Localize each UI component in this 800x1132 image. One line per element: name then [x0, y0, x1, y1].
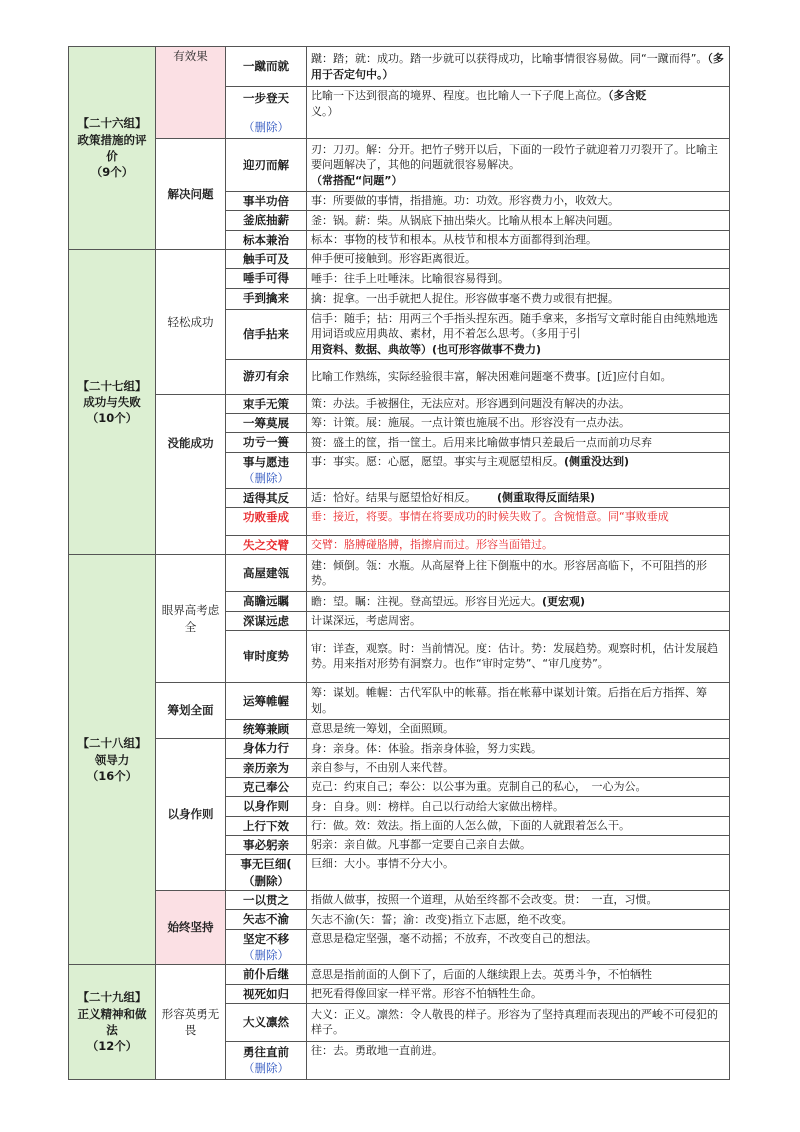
definition-cell: 躬亲：亲自做。凡事都一定要自己亲自去做。	[307, 835, 730, 854]
idiom-cell: 束手无策	[226, 394, 307, 413]
group-name: 政策措施的评价	[77, 132, 147, 163]
idiom-cell: 失之交臂	[226, 535, 307, 554]
definition-cell: 克己：约束自己；奉公：以公事为重。克制自己的私心， 一心为公。	[307, 777, 730, 796]
definition-cell: 事：所要做的事情，指措施。功：功效。形容费力小，收效大。	[307, 192, 730, 211]
group-title: 【二十八组】	[77, 736, 147, 751]
idiom-cell: 游刃有余	[226, 359, 307, 394]
definition-cell	[307, 139, 730, 192]
idiom-cell: 釜底抽薪	[226, 211, 307, 230]
usage-note: 用资料、数据、典故等）(也可形容做事不费力)	[311, 342, 542, 356]
idiom-cell: 功败垂成	[226, 507, 307, 535]
definition-text: 比喻一下达到很高的境界、程度。也比喻人一下子爬上高位。	[311, 89, 608, 102]
definition-text-cont: （多用于引	[531, 327, 581, 341]
definition-cell: 亲自参与，不由别人来代替。	[307, 758, 730, 777]
table-row	[69, 249, 730, 268]
idiom-text: 坚定不移	[243, 931, 289, 946]
group-count: （9个）	[90, 165, 134, 180]
group-count: （16个）	[86, 768, 138, 783]
subgroup-cell: 没能成功	[156, 394, 226, 555]
idiom-cell	[226, 855, 307, 891]
definition-cell: 计谋深远，考虑周密。	[307, 611, 730, 630]
idiom-cell: 高瞻远瞩	[226, 592, 307, 611]
definition-cell: 意思是稳定坚强，毫不动摇；不放弃，不改变自己的想法。	[307, 929, 730, 965]
idiom-text: 勇往直前	[243, 1045, 289, 1060]
group-name: 成功与失败	[83, 394, 141, 409]
group-cell	[69, 47, 156, 250]
definition-cell: 建：倾倒。瓴：水瓶。从高屋脊上往下倒瓶中的水。形容居高临下，不可阻挡的形势。	[307, 555, 730, 592]
definition-cell: 身：亲身。体：体验。指亲身体验，努力实践。	[307, 739, 730, 758]
definition-cell: 意思是指前面的人倒下了，后面的人继续跟上去。英勇斗争，不怕牺牲	[307, 965, 730, 984]
idiom-cell: 一以贯之	[226, 890, 307, 909]
idiom-cell: 迎刃而解	[226, 139, 307, 192]
definition-cell: 巨细：大小。事情不分大小。	[307, 855, 730, 891]
group-count: （10个）	[86, 411, 138, 426]
subgroup-cell: 筹划全面	[156, 682, 226, 738]
definition-cell	[307, 309, 730, 359]
idiom-cell	[226, 929, 307, 965]
group-cell	[69, 555, 156, 965]
table-row	[69, 139, 730, 192]
definition-cell	[307, 87, 730, 139]
group-name: 正义精神和做法	[77, 1006, 147, 1038]
definition-text: 信手：随手；拈：用两三个手指头捏东西。随手拿来，多指写文章时能自由纯熟地选用词语或应用典故、素材，用不着怎么思考。	[311, 311, 718, 341]
idiom-cell: 审时度势	[226, 630, 307, 682]
idiom-cell: 唾手可得	[226, 269, 307, 288]
delete-label: （删除）	[243, 471, 289, 486]
definition-cell: 把死看得像回家一样平常。形容不怕牺牲生命。	[307, 984, 730, 1003]
delete-label: （删除）	[243, 947, 289, 962]
definition-cell: 身：自身。则：榜样。自己以行动给大家做出榜样。	[307, 797, 730, 816]
definition-cell	[307, 488, 730, 507]
usage-note: （常搭配“问题”）	[311, 173, 403, 187]
usage-note: (侧重没达到)	[564, 454, 630, 468]
definition-text-cont: 义。）	[311, 104, 339, 118]
table-row	[69, 890, 730, 909]
definition-cell	[307, 592, 730, 611]
definition-cell: 矢志不渝(矢：誓；渝：改变)指立下志愿，绝不改变。	[307, 910, 730, 929]
definition-cell: 往：去。勇敢地一直前进。	[307, 1041, 730, 1079]
idiom-cell: 大义凛然	[226, 1003, 307, 1041]
idiom-cell	[226, 87, 307, 139]
definition-cell: 指做人做事，按照一个道理，从始至终都不会改变。贯： 一直，习惯。	[307, 890, 730, 909]
idiom-cell: 手到擒来	[226, 288, 307, 309]
definition-cell: 交臂：胳膊碰胳膊，指擦肩而过。形容当面错过。	[307, 535, 730, 554]
definition-cell: 比喻工作熟练，实际经验很丰富，解决困难问题毫不费事。[近]应付自如。	[307, 359, 730, 394]
definition-cell	[307, 452, 730, 488]
idiom-cell	[226, 452, 307, 488]
group-cell	[69, 249, 156, 554]
idiom-cell: 身体力行	[226, 739, 307, 758]
definition-cell: 篑：盛土的筐，指一筐土。后用来比喻做事情只差最后一点而前功尽弃	[307, 433, 730, 452]
idiom-cell: 视死如归	[226, 984, 307, 1003]
definition-text: 适：恰好。结果与愿望恰好相反。	[311, 490, 476, 504]
definition-cell: 伸手便可接触到。形容距离很近。	[307, 249, 730, 268]
subgroup-cell: 眼界高考虑全	[156, 555, 226, 683]
definition-cell: 意思是统一筹划，全面照顾。	[307, 719, 730, 738]
table-row	[69, 555, 730, 592]
definition-cell: 筹：谋划。帷幄：古代军队中的帐幕。指在帐幕中谋划计策。后指在后方指挥、筹划。	[307, 682, 730, 719]
definition-cell: 策：办法。手被捆住，无法应对。形容遇到问题没有解决的办法。	[307, 394, 730, 413]
delete-label: （删除）	[243, 119, 289, 134]
definition-cell: 垂：接近，将要。事情在将要成功的时候失败了。含惋惜意。同“事败垂成	[307, 507, 730, 535]
definition-text: 事：事实。愿：心愿，愿望。事实与主观愿望相反。	[311, 454, 564, 468]
definition-cell: 审：详查，观察。时：当前情况。度：估计。势：发展趋势。观察时机，估计发展趋势。用来指对形势有洞察力。也作“审时定势”、“审几度势”。	[307, 630, 730, 682]
delete-label-black: （删除）	[243, 873, 289, 888]
group-cell	[69, 965, 156, 1080]
definition-cell: 釜：锅。薪：柴。从锅底下抽出柴火。比喻从根本上解决问题。	[307, 211, 730, 230]
idiom-text: 一步登天	[243, 91, 289, 106]
definition-cell: 唾手：往手上吐唾沫。比喻很容易得到。	[307, 269, 730, 288]
table-row	[69, 394, 730, 413]
idiom-cell: 一筹莫展	[226, 413, 307, 432]
subgroup-cell: 解决问题	[156, 139, 226, 250]
usage-note: (侧重取得反面结果)	[496, 490, 596, 504]
group-title: 【二十六组】	[77, 116, 147, 131]
definition-text: 瞻：望。瞩：注视。登高望远。形容目光远大。	[311, 594, 542, 608]
table-row	[69, 739, 730, 758]
idiom-text: 事与愿违	[243, 454, 289, 469]
delete-label: （删除）	[243, 1061, 289, 1076]
usage-note: (更宏观)	[542, 594, 586, 608]
definition-cell: 筹：计策。展：施展。一点计策也施展不出。形容没有一点办法。	[307, 413, 730, 432]
definition-cell: 大义：正义。凛然：令人敬畏的样子。形容为了坚持真理而表现出的严峻不可侵犯的样子。	[307, 1003, 730, 1041]
table-row	[69, 965, 730, 984]
idiom-cell	[226, 1041, 307, 1079]
subgroup-cell: 形容英勇无畏	[156, 965, 226, 1080]
idiom-cell: 功亏一篑	[226, 433, 307, 452]
idiom-cell: 高屋建瓴	[226, 555, 307, 592]
subgroup-cell: 以身作则	[156, 739, 226, 891]
table-row	[69, 682, 730, 719]
subgroup-cell: 始终坚持	[156, 890, 226, 964]
definition-cell: 擒：捉拿。一出手就把人捉住。形容做事毫不费力或很有把握。	[307, 288, 730, 309]
idiom-cell: 触手可及	[226, 249, 307, 268]
idiom-text: 事无巨细(	[240, 857, 292, 872]
idiom-cell: 标本兼治	[226, 230, 307, 249]
table-row	[69, 47, 730, 87]
idiom-cell: 事半功倍	[226, 192, 307, 211]
idiom-cell: 适得其反	[226, 488, 307, 507]
definition-cell	[307, 47, 730, 87]
idiom-cell: 克己奉公	[226, 777, 307, 796]
group-name: 领导力	[94, 752, 130, 767]
idiom-cell: 上行下效	[226, 816, 307, 835]
idiom-cell: 运筹帷幄	[226, 682, 307, 719]
subgroup-cell: 有效果	[156, 47, 226, 139]
group-title: 【二十七组】	[77, 378, 147, 393]
definition-text: 刃：刀刃。解：分开。把竹子劈开以后，下面的一段竹子就迎着刀刃裂开了。比喻主要问题解决了，其他的问题就很容易解决。	[311, 142, 718, 172]
idiom-cell: 矢志不渝	[226, 910, 307, 929]
idiom-cell: 统筹兼顾	[226, 719, 307, 738]
idiom-cell: 亲历亲为	[226, 758, 307, 777]
idiom-table	[68, 46, 730, 1080]
definition-cell: 标本：事物的枝节和根本。从枝节和根本方面都得到治理。	[307, 230, 730, 249]
definition-cell: 行：做。效：效法。指上面的人怎么做，下面的人就跟着怎么干。	[307, 816, 730, 835]
idiom-cell: 信手拈来	[226, 309, 307, 359]
idiom-cell: 深谋远虑	[226, 611, 307, 630]
group-title: 【二十九组】	[77, 990, 147, 1005]
idiom-cell: 前仆后继	[226, 965, 307, 984]
usage-note: （多用于否定句中。）	[311, 51, 724, 81]
idiom-cell: 以身作则	[226, 797, 307, 816]
usage-note: （多含贬	[608, 89, 647, 102]
group-count: （12个）	[86, 1039, 138, 1054]
definition-text: 蹴：踏；就：成功。踏一步就可以获得成功，比喻事情很容易做。同“一蹴而得”。	[311, 51, 708, 65]
subgroup-cell: 轻松成功	[156, 249, 226, 394]
idiom-cell: 事必躬亲	[226, 835, 307, 854]
idiom-cell: 一蹴而就	[226, 47, 307, 87]
